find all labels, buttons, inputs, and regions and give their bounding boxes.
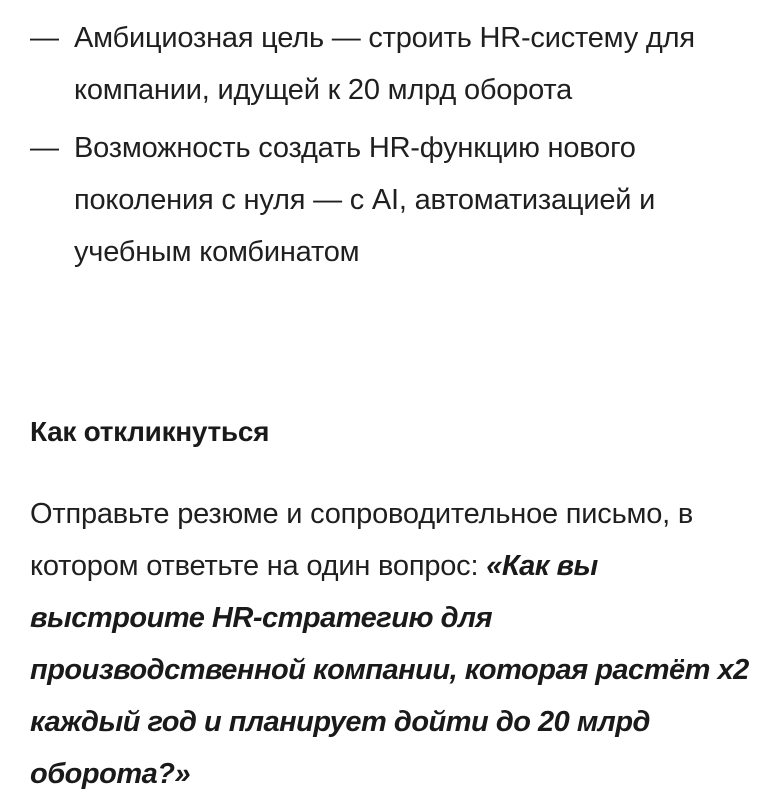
question-text: «Как вы выстроите HR-стратегию для производственной компании, которая растёт x2 каждый год и планирует дойти до 20 млрд оборота?» — [30, 550, 749, 790]
bullet-dash: — — [30, 132, 59, 164]
bullet-item-opportunity — [30, 122, 730, 278]
paragraph-text: Отправьте резюме и сопроводительное письмо, в котором ответьте на один вопрос: — [30, 498, 694, 582]
bullet-dash: — — [30, 22, 59, 54]
section-heading: Как откликнуться — [30, 416, 270, 447]
section-paragraph — [30, 488, 750, 800]
bullet-text: Амбициозная цель — строить HR-систему для компании, идущей к 20 млрд оборота — [74, 22, 695, 106]
bullet-item-goal — [30, 12, 730, 116]
bullet-list — [30, 12, 730, 278]
bullet-text: Возможность создать HR-функцию нового поколения с нуля — с AI, автоматизацией и учебным комбинатом — [74, 132, 656, 268]
